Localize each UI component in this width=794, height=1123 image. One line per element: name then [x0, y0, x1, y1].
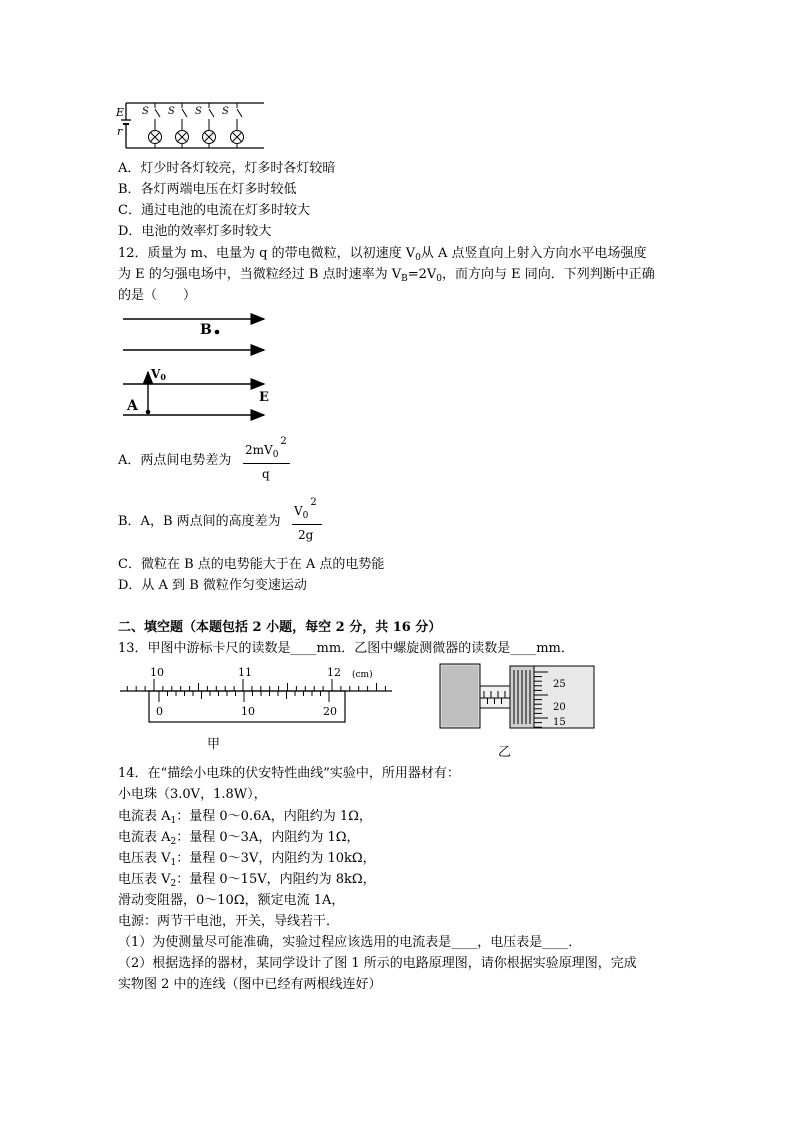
- lamp-branch-4: [222, 103, 244, 148]
- lamp-circuit-figure: [118, 100, 268, 152]
- svg-text:S: S: [142, 106, 149, 117]
- q12-option-d: D．从 A 到 B 微粒作匀变速运动: [118, 578, 307, 593]
- caliper-caption: 甲: [207, 737, 221, 752]
- q11-option-c: C．通过电池的电流在灯多时较大: [118, 203, 310, 218]
- q12-option-a-fraction-bar: [243, 463, 290, 464]
- svg-text:S: S: [222, 106, 229, 117]
- lamp-branch-1: [142, 103, 162, 148]
- q14-part-1: （1）为使测量尽可能准确，实验过程应该选用的电流表是____，电压表是____．: [118, 935, 582, 950]
- vernier-caliper-figure: [120, 664, 396, 754]
- svg-text:12: 12: [327, 666, 341, 679]
- q12-option-a: A．两点间电势差为: [118, 453, 232, 468]
- q14-intro: 14．在“描绘小电珠的伏安特性曲线”实验中，所用器材有：: [118, 766, 460, 781]
- q14-part-2-line2: 实物图 2 中的连线（图中已经有两根线连好）: [118, 977, 382, 992]
- q14-item-4: 电压表 $V_1$：量程 0～3V，内阻约为 10kΩ，: [118, 851, 376, 868]
- q14-item-3: 电流表 $A_2$：量程 0～3A，内阻约为 1Ω，: [118, 830, 360, 847]
- q12-stem-line3: 的是（ ）: [118, 288, 197, 303]
- svg-text:11: 11: [238, 666, 252, 679]
- section-2-heading: 二、填空题（本题包括 2 小题，每空 2 分，共 16 分）: [118, 620, 442, 635]
- q14-item-2: 电流表 $A_1$：量程 0～0.6A，内阻约为 1Ω，: [118, 809, 372, 826]
- point-B-dot: [215, 330, 220, 335]
- q14-item-7: 电源：两节干电池，开关，导线若干．: [118, 914, 340, 929]
- svg-text:20: 20: [553, 702, 566, 713]
- lamp-branch-2: [168, 103, 189, 148]
- q12-option-b: B．A，B 两点间的高度差为: [118, 514, 281, 529]
- micrometer-figure: [440, 664, 596, 760]
- q12-stem-line2: 为 E 的匀强电场中，当微粒经过 B 点时速率为 $V_B=2V_0$，而方向与 E 同向．下列判断中正确: [118, 267, 655, 284]
- svg-text:25: 25: [553, 679, 566, 690]
- electric-field-figure: [118, 308, 278, 420]
- q12-option-b-fraction-bar: [292, 524, 322, 525]
- q14-item-1: 小电珠（3.0V，1.8W），: [118, 787, 267, 802]
- q14-item-6: 滑动变阻器，0～10Ω，额定电流 1A，: [118, 893, 345, 908]
- point-A-label: A: [127, 398, 138, 414]
- svg-text:15: 15: [553, 717, 566, 728]
- field-E-label: E: [259, 390, 269, 405]
- svg-text:10: 10: [241, 705, 255, 718]
- q12-option-b-denominator: 2g: [298, 528, 314, 542]
- v0-label: V0: [151, 367, 166, 382]
- q12-option-c: C．微粒在 B 点的电势能大于在 A 点的电势能: [118, 557, 385, 572]
- battery-label-E: E: [116, 106, 125, 119]
- svg-text:0: 0: [156, 705, 163, 718]
- q12-option-a-numerator: $2mV_0^2$: [245, 436, 287, 460]
- battery-label-r: r: [117, 125, 123, 138]
- point-B-label: B: [200, 322, 212, 338]
- q12-stem-line1: 12．质量为 m、电量为 q 的带电微粒，以初速度 $V_0$从 A 点竖直向上射入方向水平电场强度: [118, 246, 647, 263]
- svg-text:10: 10: [150, 666, 164, 679]
- q12-option-b-numerator: $V_0^2$: [294, 497, 317, 521]
- svg-text:S: S: [168, 106, 175, 117]
- lamp-branch-3: [195, 103, 216, 148]
- svg-text:(cm): (cm): [352, 670, 373, 680]
- q14-part-2-line1: （2）根据选择的器材，某同学设计了图 1 所示的电路原理图，请你根据实验原理图，完成: [118, 956, 637, 971]
- q12-option-a-denominator: q: [262, 467, 270, 481]
- q11-option-d: D．电池的效率灯多时较大: [118, 224, 272, 239]
- svg-text:S: S: [195, 106, 202, 117]
- q13-stem: 13．甲图中游标卡尺的读数是____mm．乙图中螺旋测微器的读数是____mm．: [118, 641, 574, 656]
- point-A-dot: [146, 410, 151, 415]
- micrometer-caption: 乙: [498, 745, 512, 760]
- svg-text:20: 20: [323, 705, 337, 718]
- q14-item-5: 电压表 $V_2$：量程 0～15V，内阻约为 8kΩ，: [118, 872, 376, 889]
- q11-option-a: A．灯少时各灯较亮，灯多时各灯较暗: [118, 161, 336, 176]
- q11-option-b: B．各灯两端电压在灯多时较低: [118, 182, 297, 197]
